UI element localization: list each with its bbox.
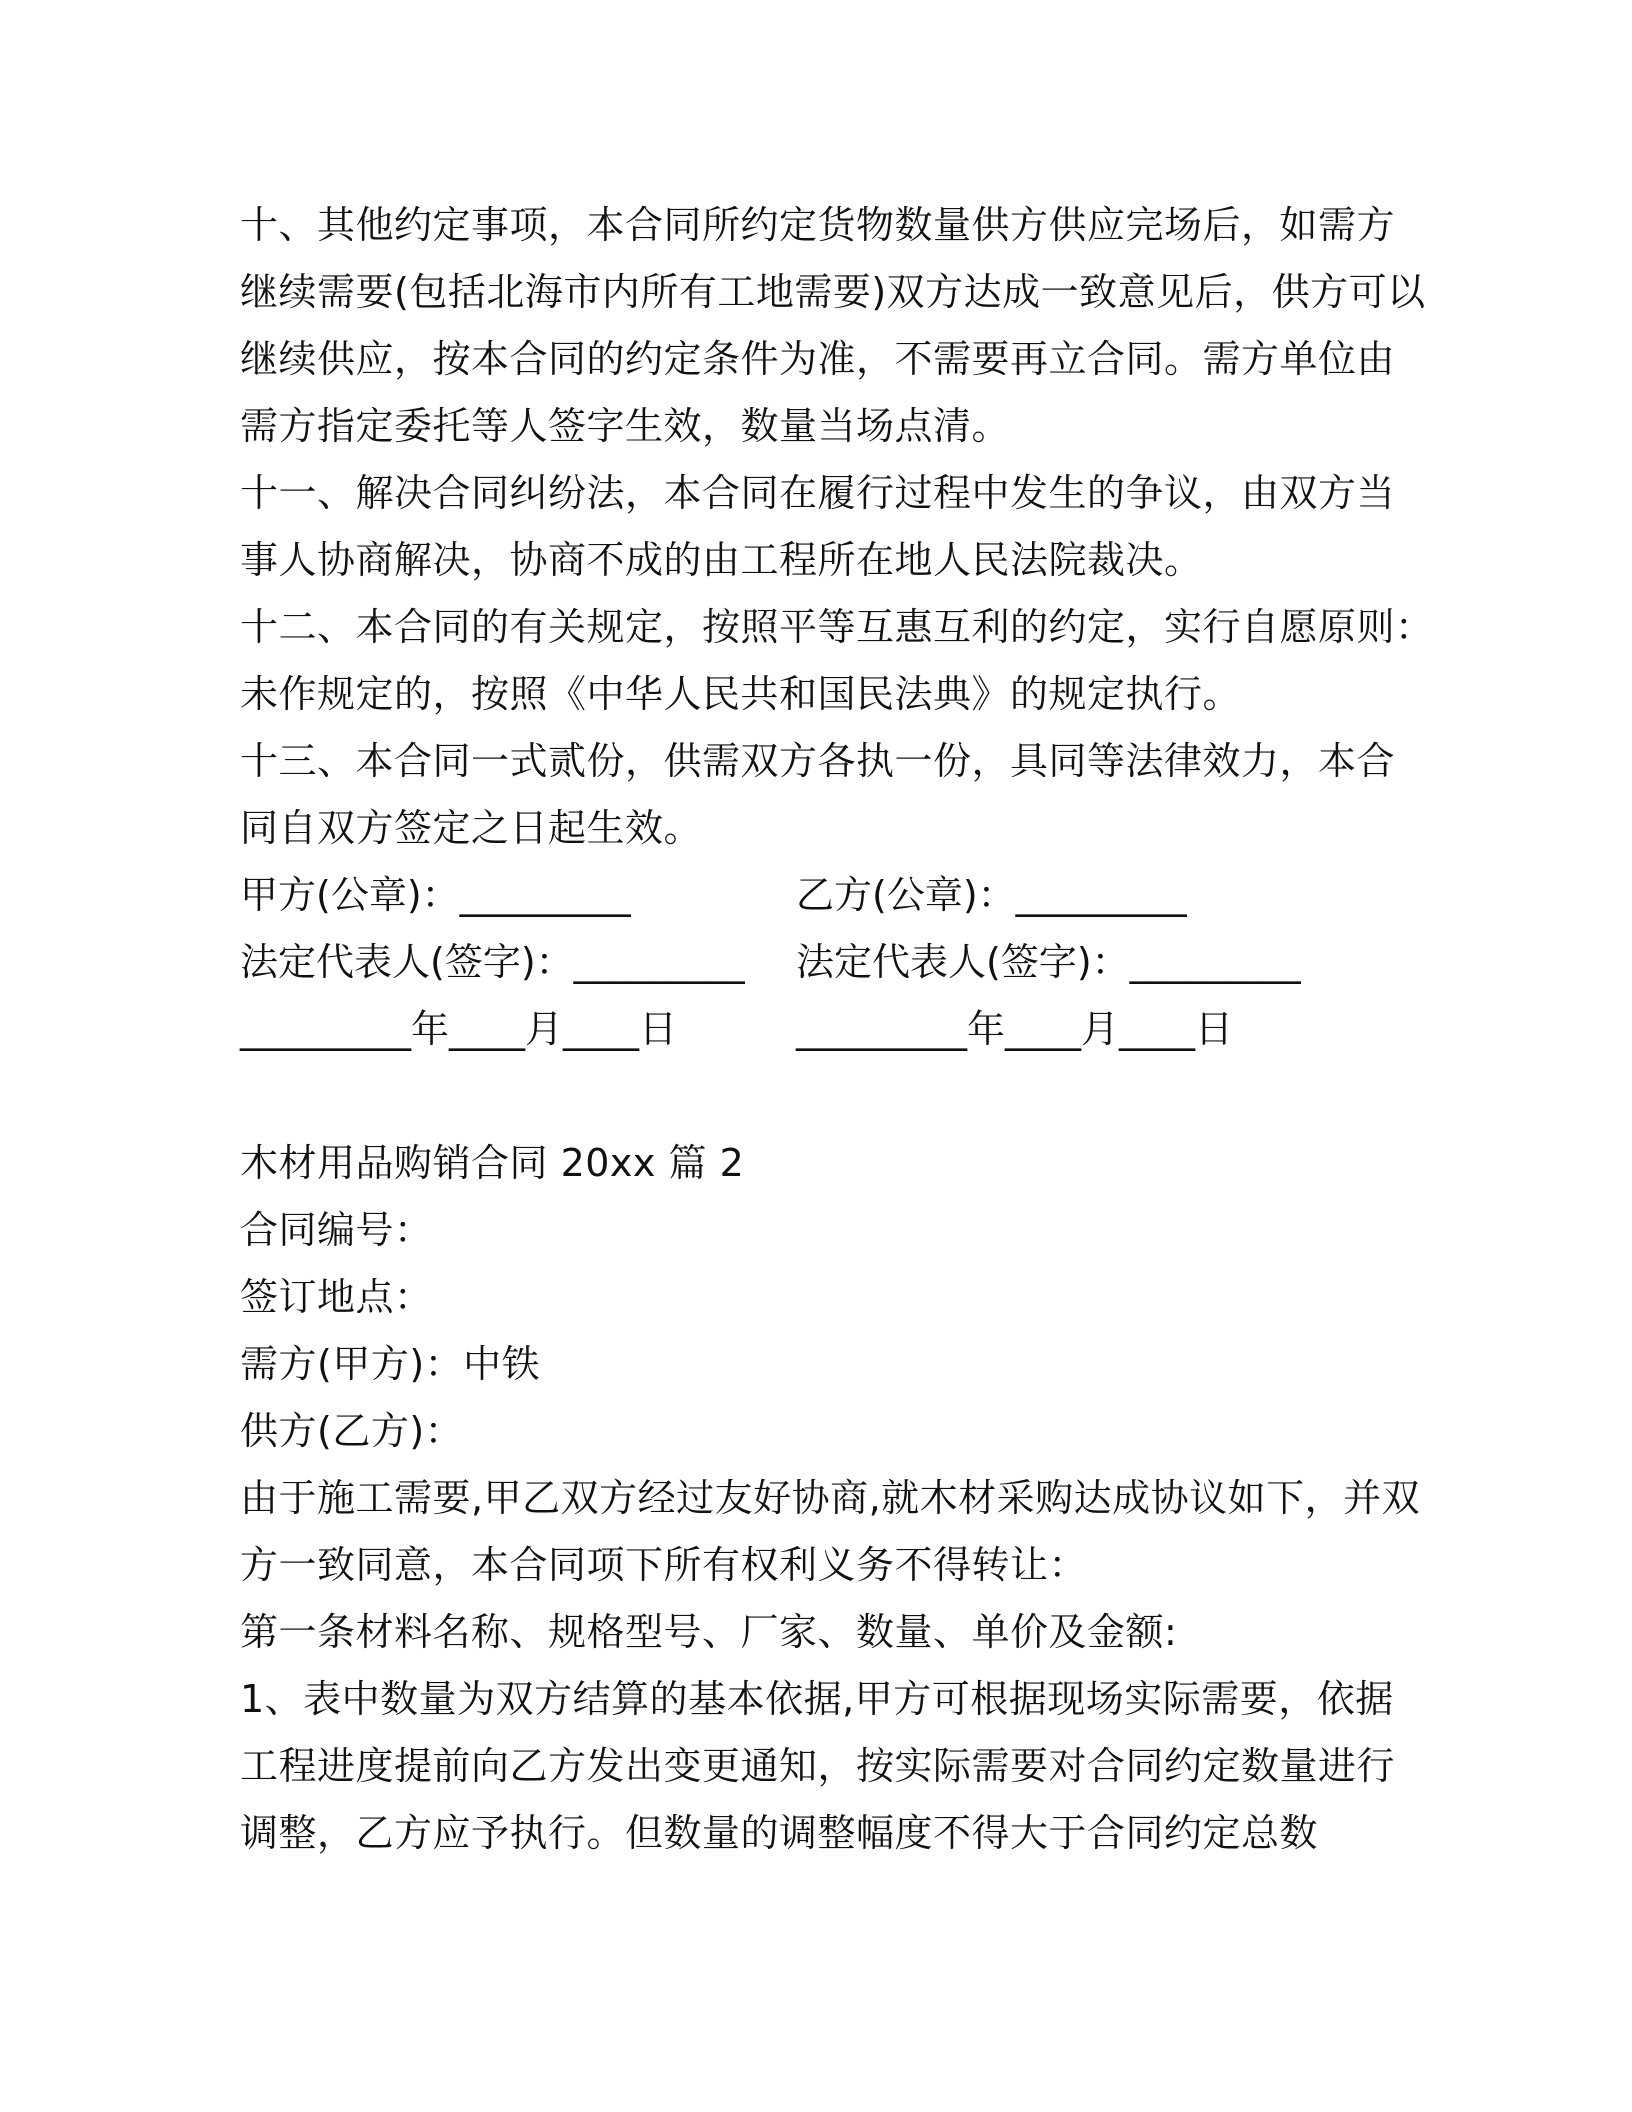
intro-line: 由于施工需要,甲乙双方经过友好协商,就木材采购达成协议如下，并双 <box>240 1476 1421 1520</box>
section-spacer <box>240 1063 1420 1130</box>
contract-number: 合同编号： <box>240 1208 433 1252</box>
buyer-party: 需方(甲方)：中铁 <box>240 1342 541 1386</box>
text-line: 十、其他约定事项，本合同所约定货物数量供方供应完场后，如需方 <box>240 203 1396 247</box>
article-1-heading: 第一条材料名称、规格型号、厂家、数量、单价及金额: <box>240 1610 1178 1654</box>
item-1-line: 1、表中数量为双方结算的基本依据,甲方可根据现场实际需要，依据 <box>240 1677 1394 1721</box>
representative-row <box>240 929 1420 996</box>
text-line: 继续供应，按本合同的约定条件为准，不需要再立合同。需方单位由 <box>240 337 1396 381</box>
text-line: 十三、本合同一式贰份，供需双方各执一份，具同等法律效力，本合 <box>240 739 1396 783</box>
section-title: 木材用品购销合同 20xx 篇 2 <box>240 1141 745 1185</box>
text-line: 未作规定的，按照《中华人民共和国民法典》的规定执行。 <box>240 672 1242 716</box>
party-b-seal: 乙方(公章)：_________ <box>796 873 1187 917</box>
signature-block <box>240 862 1420 1063</box>
seal-row <box>240 862 1420 929</box>
supplier-party: 供方(乙方)： <box>240 1409 464 1453</box>
section-2 <box>240 1130 1420 1867</box>
item-1-line: 工程进度提前向乙方发出变更通知，按实际需要对合同约定数量进行 <box>240 1744 1396 1788</box>
document-body <box>240 192 1434 1867</box>
text-line: 十一、解决合同纠纷法，本合同在履行过程中发生的争议，由双方当 <box>240 471 1396 515</box>
clause-12 <box>240 594 1434 728</box>
intro-line: 方一致同意，本合同项下所有权利义务不得转让： <box>240 1543 1088 1587</box>
text-line: 十二、本合同的有关规定，按照平等互惠互利的约定，实行自愿原则： <box>240 605 1434 649</box>
party-b-date: _________年____月____日 <box>796 1007 1234 1051</box>
text-line: 需方指定委托等人签字生效，数量当场点清。 <box>240 404 1011 448</box>
text-line: 事人协商解决，协商不成的由工程所在地人民法院裁决。 <box>240 538 1203 582</box>
party-a-date: _________年____月____日 <box>240 1007 678 1051</box>
signing-place: 签订地点： <box>240 1275 433 1319</box>
clause-10 <box>240 192 1426 460</box>
clause-11 <box>240 460 1420 594</box>
party-a-seal: 甲方(公章)：_________ <box>240 873 631 917</box>
clause-13 <box>240 728 1420 862</box>
party-a-representative: 法定代表人(签字)：_________ <box>240 940 745 984</box>
text-line: 继续需要(包括北海市内所有工地需要)双方达成一致意见后，供方可以 <box>240 270 1426 314</box>
party-b-representative: 法定代表人(签字)：_________ <box>796 940 1301 984</box>
item-1-line: 调整，乙方应予执行。但数量的调整幅度不得大于合同约定总数 <box>240 1811 1319 1855</box>
date-row <box>240 996 1420 1063</box>
text-line: 同自双方签定之日起生效。 <box>240 806 703 850</box>
